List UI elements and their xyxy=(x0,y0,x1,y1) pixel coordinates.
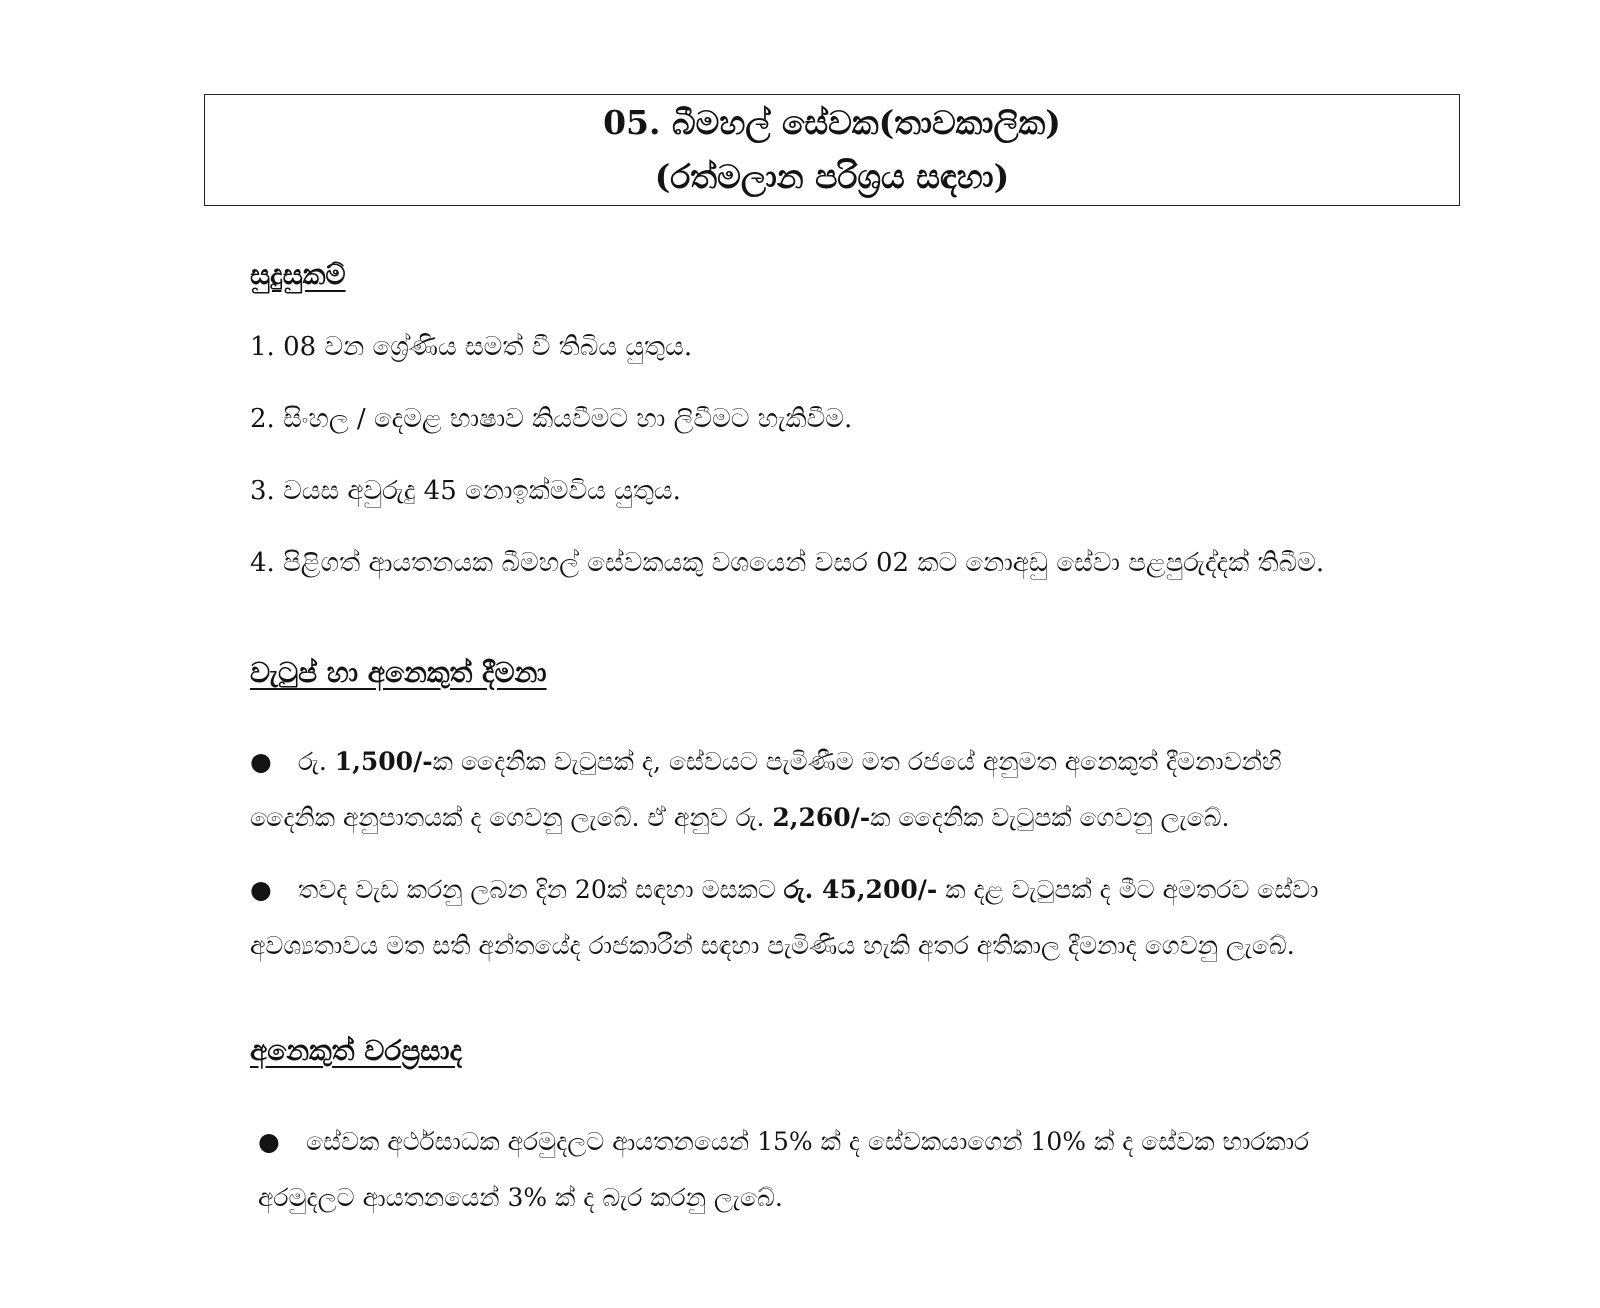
benefits-heading: අනෙකුත් වරප්‍රසාද xyxy=(250,1034,463,1067)
total-daily-wage-amount: 2,260/- xyxy=(772,803,871,832)
salary-bullet-1: ● රු. 1,500/-ක දෛනික වැටුපක් ද, සේවයට පැමිණීම මත රජයේ අනුමත අනෙකුත් දීමනාවන්හි දෛනික අනුපාතයක් ද ගෙවනු ලැබේ. ඒ අනුව රු. 2,260/-ක දෛනික වැටුපක් ගෙවනු ලැබේ. xyxy=(250,734,1472,846)
qualification-item-2: 2. සිංහල / දෙමළ භාෂාව කියවීමට හා ලිවීමට හැකිවීම. xyxy=(250,404,853,434)
title-line-1 xyxy=(603,96,1061,150)
qualifications-heading: සුදුසුකම් xyxy=(250,258,346,291)
benefits-bullet-1: ● සේවක අර්ථසාධක අරමුදලට ආයතනයෙන් 15% ක් ද සේවකයාගෙන් 10% ක් ද සේවක භාරකාර අරමුදලට ආයතනයෙන් 3% ක් ද බැර කරනු ලැබේ. xyxy=(258,1114,1480,1226)
salary-heading: වැටුප් හා අනෙකුත් දීමනා xyxy=(250,656,547,689)
title-text: බීමහල් සේවක(තාවකාලික) xyxy=(672,103,1061,142)
qualification-item-4: 4. පිළිගත් ආයතනයක බීමහල් සේවකයකු වශයෙන් වසර 02 කට නොඅඩු සේවා පළපුරුද්දක් තිබීම. xyxy=(250,548,1325,578)
monthly-wage-amount: රු. 45,200/- xyxy=(783,875,938,904)
title-box xyxy=(204,94,1460,206)
bullet-icon: ● xyxy=(250,875,272,904)
qualification-item-1: 1. 08 වන ශ්‍රේණිය සමත් වී තිබිය යුතුය. xyxy=(250,332,693,362)
title-number: 05. xyxy=(603,103,661,142)
bullet-icon: ● xyxy=(258,1127,280,1156)
daily-wage-amount: 1,500/- xyxy=(334,747,433,776)
title-line-2: (රත්මලාන පරිශ්‍රය සඳහා) xyxy=(654,157,1010,196)
qualification-item-3: 3. වයස අවුරුදු 45 නොඉක්මවිය යුතුය. xyxy=(250,476,681,506)
salary-bullet-2: ● තවද වැඩ කරනු ලබන දින 20ක් සඳහා මසකට රු. 45,200/- ක දළ වැටුපක් ද මීට අමතරව සේවා අවශ්‍යතාවය මත සති අන්තයේද රාජකාරීන් සඳහා පැමිණිය හැකි අතර අතිකාල දීමනාද ගෙවනු ලැබේ. xyxy=(250,862,1472,974)
bullet-icon: ● xyxy=(250,747,272,776)
